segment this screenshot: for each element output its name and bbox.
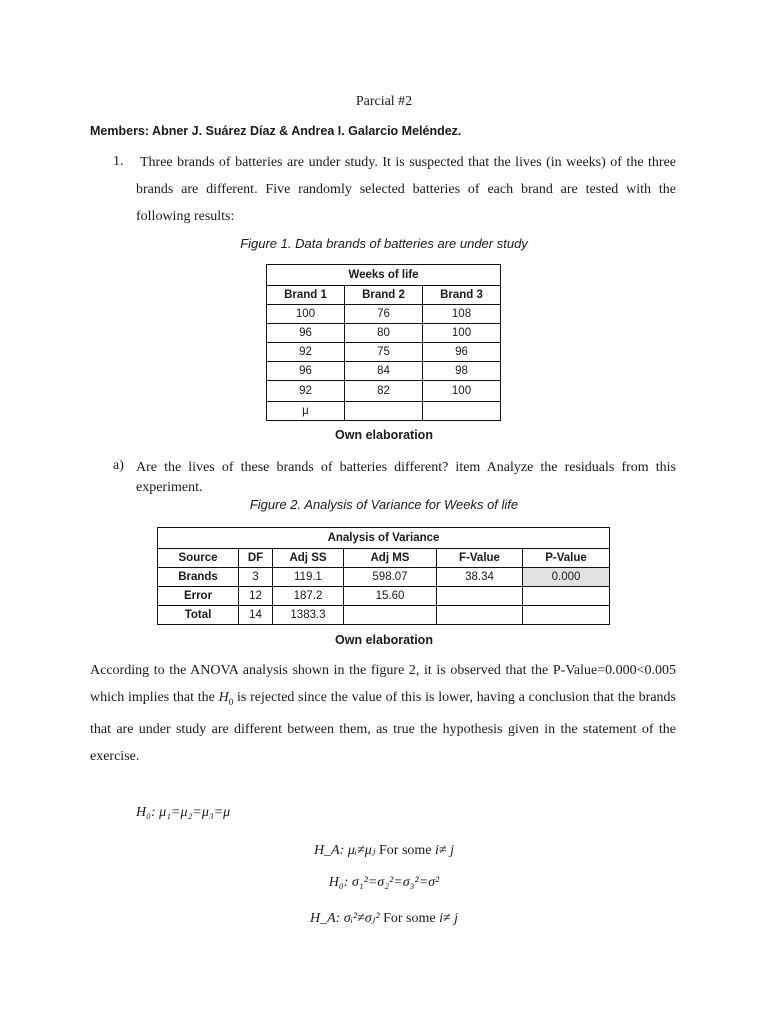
table-cell: 100: [423, 324, 501, 343]
table-cell: 80: [345, 324, 423, 343]
equation-tail: i≠ j: [439, 911, 459, 926]
item-a-text: Are the lives of these brands of batteries different? item Analyze the residuals from this experiment.: [136, 460, 676, 495]
table-cell: 3: [239, 568, 273, 587]
table-cell: [345, 402, 423, 421]
table-cell: 119.1: [273, 568, 344, 587]
document-title: Parcial #2: [355, 94, 413, 109]
table-cell: 84: [345, 362, 423, 381]
table-cell: 187.2: [273, 587, 344, 606]
figure-1-caption: Figure 1. Data brands of batteries are under study: [240, 236, 528, 251]
table-cell: 96: [267, 324, 345, 343]
p-value-cell: 0.000: [523, 568, 610, 587]
h-subscript: 0: [228, 696, 234, 707]
table-cell: 96: [423, 343, 501, 362]
h-letter: H: [218, 690, 229, 705]
table-cell: Brands: [158, 568, 239, 587]
table-cell: 1383.3: [273, 606, 344, 625]
table-cell: Error: [158, 587, 239, 606]
equation-ha-means: [0, 842, 768, 859]
table-cell: 96: [267, 362, 345, 381]
item-1-text: Three brands of batteries are under study. It is suspected that the lives (in weeks) of the three brands are different. Five randomly selected batteries of each brand are tested with the following results:: [136, 155, 676, 224]
table-cell: 82: [345, 381, 423, 402]
table-cell: μ: [267, 402, 345, 421]
figure-1-credit: Own elaboration: [335, 428, 433, 442]
paragraph-part-2: is rejected since the value of this is lower, having a conclusion that the brands that are under study are different between them, as true the hypothesis given in the statement of the exercise.: [90, 690, 677, 764]
table-row-mean: [267, 402, 501, 421]
equation-text: For some: [383, 911, 436, 926]
h0-symbol: [219, 690, 234, 705]
column-header: Brand 3: [423, 286, 501, 305]
table-cell: 12: [239, 587, 273, 606]
column-header: P-Value: [523, 549, 610, 568]
table-cell: [523, 606, 610, 625]
column-header: F-Value: [437, 549, 523, 568]
equation-main: H_A: σᵢ²≠σⱼ²: [309, 911, 380, 926]
table-row: [267, 362, 501, 381]
table-cell: 38.34: [437, 568, 523, 587]
table-cell: 108: [423, 305, 501, 324]
equation-tail: i≠ j: [435, 843, 454, 858]
paragraph-part-1: According to the ANOVA analysis shown in the figure 2, it is observed that the P-Value=0.000<0.005 which implies that the: [90, 663, 676, 705]
figure-2-caption: Figure 2. Analysis of Variance for Weeks of life: [249, 497, 519, 512]
table-cell: 75: [345, 343, 423, 362]
table-cell: [344, 606, 437, 625]
table-cell: 92: [267, 343, 345, 362]
table-row: [158, 606, 610, 625]
table-cell: 98: [423, 362, 501, 381]
table-cell: 598.07: [344, 568, 437, 587]
table-cell: Total: [158, 606, 239, 625]
column-header: Adj MS: [344, 549, 437, 568]
column-header: Source: [158, 549, 239, 568]
column-header: Brand 2: [345, 286, 423, 305]
table-row: [267, 324, 501, 343]
table-cell: [523, 587, 610, 606]
table-row: [267, 381, 501, 402]
figure-1-table: [266, 264, 501, 421]
table-cell: [423, 402, 501, 421]
equation-ha-variances: [0, 910, 768, 927]
table-cell: 100: [423, 381, 501, 402]
table-cell: [437, 606, 523, 625]
table-row: [158, 587, 610, 606]
figure-2-table: [157, 527, 610, 625]
table-cell: 100: [267, 305, 345, 324]
table-cell: 92: [267, 381, 345, 402]
table-cell: 14: [239, 606, 273, 625]
members-line: Members: Abner J. Suárez Díaz & Andrea I. Galarcio Meléndez.: [90, 124, 462, 138]
table-cell: 15.60: [344, 587, 437, 606]
equation-h0-means: H₀: μ₁=μ₂=μ₃=μ: [136, 805, 231, 820]
item-1-number: 1.: [113, 154, 124, 169]
anova-paragraph: [90, 657, 676, 770]
equation-main: H_A: μᵢ≠μⱼ: [314, 843, 376, 858]
table-title: Analysis of Variance: [158, 528, 610, 549]
column-header: DF: [239, 549, 273, 568]
equation-h0-variances: H₀: σ₁²=σ₂²=σ₃²=σ²: [328, 875, 440, 890]
table-cell: [437, 587, 523, 606]
item-a-label: a): [113, 458, 124, 473]
figure-2-credit: Own elaboration: [335, 633, 433, 647]
table-cell: 76: [345, 305, 423, 324]
equation-text: For some: [379, 843, 432, 858]
table-row: [267, 343, 501, 362]
column-header: Brand 1: [267, 286, 345, 305]
table-row: [158, 568, 610, 587]
table-row: [267, 305, 501, 324]
table-title: Weeks of life: [267, 265, 501, 286]
column-header: Adj SS: [273, 549, 344, 568]
